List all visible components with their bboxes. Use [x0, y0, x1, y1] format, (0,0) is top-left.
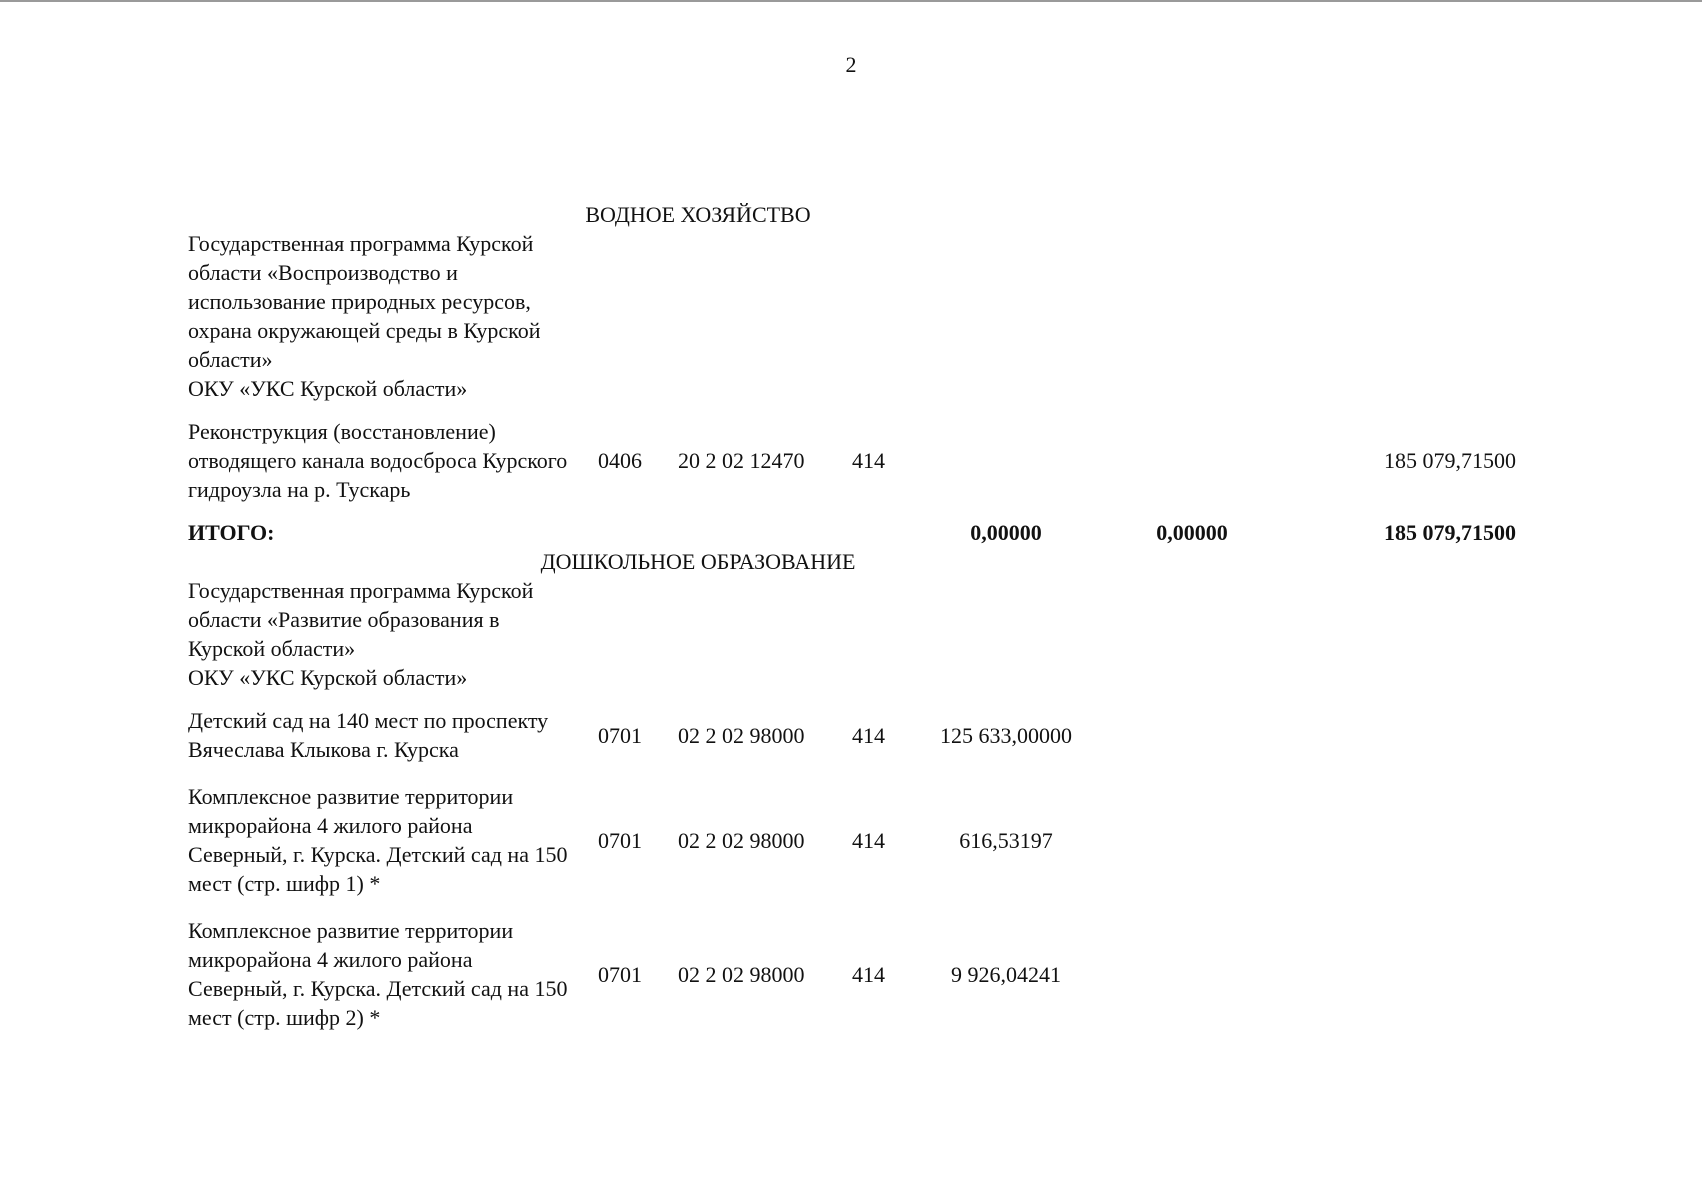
row-expense-type: 414 [852, 827, 885, 853]
row-name: Комплексное развитие территории микрорайона 4 жилого района Северный, г. Курска. Детский сад на 150 мест (стр. шифр 2) * [188, 918, 568, 1030]
row-expense-type: 414 [852, 722, 885, 748]
row-expense-type: 414 [852, 961, 885, 987]
total-value-1: 0,00000 [970, 520, 1042, 545]
row-section-code: 0701 [598, 827, 642, 853]
program-line: охрана окружающей среды в Курской [188, 318, 541, 343]
row-value-1: 9 926,04241 [951, 961, 1061, 987]
program-block [188, 229, 1528, 403]
table-row [188, 916, 1528, 1032]
scan-edge-line [0, 0, 1702, 2]
row-target-article: 20 2 02 12470 [678, 448, 805, 473]
program-line: области «Воспроизводство и [188, 260, 458, 285]
page-number: 2 [845, 52, 857, 77]
total-value-3: 185 079,71500 [1384, 520, 1516, 545]
program-line: ОКУ «УКС Курской области» [188, 665, 468, 690]
section-title-preschool: ДОШКОЛЬНОЕ ОБРАЗОВАНИЕ [540, 549, 856, 574]
budget-table [188, 200, 1528, 1032]
table-row [188, 417, 1528, 504]
program-line: ОКУ «УКС Курской области» [188, 376, 468, 401]
total-label: ИТОГО: [188, 520, 275, 545]
row-name: Комплексное развитие территории микрорайона 4 жилого района Северный, г. Курска. Детский сад на 150 мест (стр. шифр 1) * [188, 784, 568, 896]
program-block [188, 576, 1528, 692]
program-line: области «Развитие образования в [188, 607, 500, 632]
row-expense-type: 414 [852, 448, 885, 473]
row-section-code: 0406 [598, 448, 642, 473]
row-value-1: 125 633,00000 [940, 722, 1072, 748]
row-section-code: 0701 [598, 722, 642, 748]
row-name: Детский сад на 140 мест по проспекту Вячеслава Клыкова г. Курска [188, 708, 549, 762]
program-line: Государственная программа Курской [188, 578, 534, 603]
row-target-article: 02 2 02 98000 [678, 827, 805, 853]
row-value-1: 616,53197 [959, 827, 1053, 853]
program-line: использование природных ресурсов, [188, 289, 531, 314]
section-title-water: ВОДНОЕ ХОЗЯЙСТВО [585, 202, 811, 227]
row-target-article: 02 2 02 98000 [678, 722, 805, 748]
row-name: Реконструкция (восстановление) отводящего канала водосброса Курского гидроузла на р. Тускарь [188, 419, 568, 502]
table-row [188, 782, 1528, 898]
row-target-article: 02 2 02 98000 [678, 961, 805, 987]
total-row [188, 518, 1528, 547]
row-section-code: 0701 [598, 961, 642, 987]
program-line: Государственная программа Курской [188, 231, 534, 256]
program-line: Курской области» [188, 636, 356, 661]
row-value-3: 185 079,71500 [1384, 448, 1516, 473]
total-value-2: 0,00000 [1156, 520, 1228, 545]
program-line: области» [188, 347, 273, 372]
table-row [188, 706, 1528, 764]
